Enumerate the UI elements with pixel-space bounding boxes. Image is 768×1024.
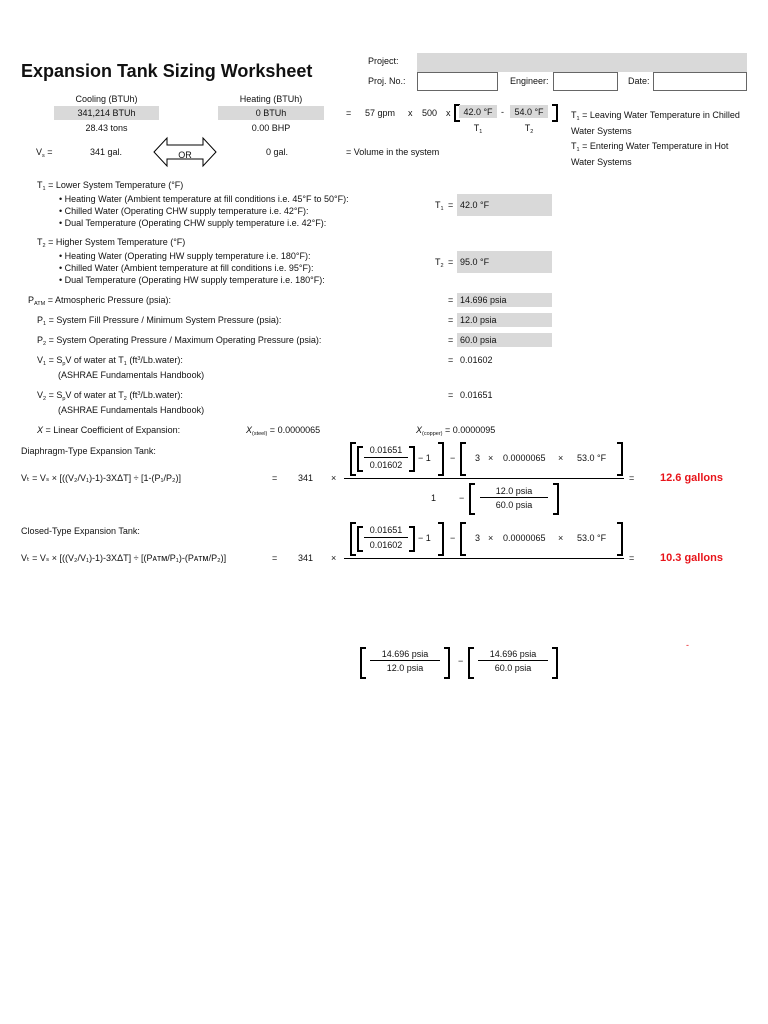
diaphragm-coef: 0.0000065 [503,453,546,463]
closed-den-patm: 14.696 psia [489,649,537,659]
closed-den-p1: 12.0 psia [386,663,424,673]
equals-sign: = [448,257,454,267]
closed-minus-one: − 1 [418,533,431,543]
steel-coef: $X_{(steel)} = 0.0000065$ [246,425,321,437]
equals-sign: = [448,200,454,210]
t1-item: • Chilled Water (Operating CHW supply temperature i.e. 42°F): [59,206,309,216]
closed-formula: Vₜ = Vₛ × [((V₂/V₁)-1)-3XΔT] ÷ [(Pᴀᴛᴍ/P₁)-(Pᴀᴛᴍ/P₂)] [21,553,227,563]
cooling-volume: 341 gal. [90,147,123,157]
equals-sign: = [629,553,635,563]
v1-label: $V_1 = S_pV$ of water at $T_1$ $(ft^3/Lb.water)$: [37,355,183,367]
closed-den-p2: 60.0 psia [494,663,532,673]
p2-label: $P_2$ = System Operating Pressure / Maximum Operating Pressure (psia): [37,335,322,347]
bracket-right [617,442,623,476]
bracket-right [438,522,444,556]
t2-item: • Chilled Water (Ambient temperature at fill conditions i.e. 95°F): [59,263,314,273]
closed-v1: 0.01602 [369,540,403,550]
bracket-right [444,647,450,679]
equals-sign: = [448,335,454,345]
heating-btuh-input[interactable]: 0 BTUh [255,108,287,118]
t1-note-hot: $T_1$ = Entering Water Temperature in Hot Water Systems [571,141,729,167]
diaphragm-v1: 0.01602 [369,460,403,470]
times-sign: × [488,453,494,463]
times-sign: × [558,453,564,463]
bracket-right [617,522,623,556]
copper-coef: $X_{(copper)} = 0.0000095$ [416,425,496,437]
minus-sign: − [450,533,456,543]
v2-reference: (ASHRAE Fundamentals Handbook) [58,405,205,415]
stray-mark: - [686,640,689,650]
t1-value-label: $T_1$ [435,200,444,212]
t2-label: $T_2$ = Higher System Temperature (°F) [37,237,186,249]
bracket-right [552,104,558,122]
bracket-left [468,647,474,679]
cooling-tons: 28.43 tons [85,123,128,133]
times-sign: × [488,533,494,543]
bracket-left [350,442,356,476]
bracket-right [553,483,559,515]
patm-label: $P_{ATM}$ = Atmospheric Pressure (psia): [28,295,172,307]
closed-den-patm: 14.696 psia [381,649,429,659]
t1-input[interactable]: 42.0 °F [463,107,493,117]
equals-sign: = [272,473,278,483]
diaphragm-delta-t: 53.0 °F [577,453,607,463]
equals-sign: = [448,315,454,325]
t1-item: • Dual Temperature (Operating CHW supply temperature i.e. 42°F): [59,218,327,228]
times-sign: x [446,108,451,118]
t1-symbol: $T_1$ [473,123,483,135]
constant-500: 500 [422,108,438,118]
diaphragm-heading: Diaphragm-Type Expansion Tank: [21,446,156,456]
equals-sign: = [448,295,454,305]
t2-item: • Heating Water (Operating HW supply temperature i.e. 180°F): [59,251,311,261]
engineer-label: Engineer: [510,76,549,86]
minus-sign: − [450,453,456,463]
v1-reference: (ASHRAE Fundamentals Handbook) [58,370,205,380]
cooling-header: Cooling (BTUh) [75,94,138,104]
equals-sign: = [272,553,278,563]
minus-sign: - [501,107,504,117]
p2-input[interactable]: 60.0 psia [460,335,497,345]
or-label: OR [178,150,192,160]
date-label: Date: [628,76,650,86]
closed-delta-t: 53.0 °F [577,533,607,543]
fraction-bar [344,478,624,479]
closed-coef: 0.0000065 [503,533,546,543]
bracket-left [469,483,475,515]
t2-value-input[interactable]: 95.0 °F [460,257,490,267]
closed-heading: Closed-Type Expansion Tank: [21,526,140,536]
equals-sign: = [448,355,454,365]
t1-item: • Heating Water (Ambient temperature at fill conditions i.e. 45°F to 50°F): [59,194,349,204]
p1-input[interactable]: 12.0 psia [460,315,497,325]
diaphragm-p2: 60.0 psia [495,500,533,510]
bracket-left [460,442,466,476]
bracket-right [552,647,558,679]
load-equals: = [346,108,352,118]
bracket-left [460,522,466,556]
project-input[interactable] [417,53,747,72]
diaphragm-one: 1 [431,493,437,503]
t2-value-label: $T_2$ [435,257,444,269]
bracket-right [409,446,415,472]
t1-note: $T_1$ = Leaving Water Temperature in Chilled Water Systems [571,110,740,136]
closed-result: 10.3 gallons [660,552,723,564]
engineer-input[interactable] [553,72,618,91]
vs-label: $V_s$ = [36,147,53,159]
date-input[interactable] [653,72,747,91]
times-sign: × [331,553,337,563]
diaphragm-three: 3 [475,453,481,463]
diaphragm-p1: 12.0 psia [495,486,533,496]
t1-label: $T_1$ = Lower System Temperature (°F) [37,180,184,192]
closed-vs: 341 [298,553,314,563]
heating-volume: 0 gal. [266,147,289,157]
bracket-right [438,442,444,476]
heating-header: Heating (BTUh) [239,94,303,104]
equals-sign: = [629,473,635,483]
equals-sign: = [448,390,454,400]
flow-gpm: 57 gpm [365,108,396,118]
times-sign: × [331,473,337,483]
t2-input[interactable]: 54.0 °F [514,107,544,117]
volume-description: = Volume in the system [346,147,440,157]
patm-input[interactable]: 14.696 psia [460,295,507,305]
diaphragm-result: 12.6 gallons [660,472,723,484]
v1-value: 0.01602 [460,355,493,365]
proj-no-input[interactable] [417,72,498,91]
times-sign: × [558,533,564,543]
diaphragm-vs: 341 [298,473,314,483]
cooling-btuh-input[interactable]: 341,214 BTUh [77,108,136,118]
diaphragm-formula: Vₜ = Vₛ × [((V₂/V₁)-1)-3XΔT] ÷ [1-(P₁/P₂)] [21,473,182,483]
p1-label: $P_1$ = System Fill Pressure / Minimum System Pressure (psia): [37,315,282,327]
minus-sign: − [458,656,464,666]
closed-three: 3 [475,533,481,543]
project-label: Project: [368,56,399,66]
fraction-bar [344,558,624,559]
v2-label: $V_2 = S_pV$ of water at $T_2$ $(ft^3/Lb.water)$: [37,390,183,402]
proj-no-label: Proj. No.: [368,76,406,86]
coef-label: X = Linear Coefficient of Expansion: [37,425,181,435]
v2-value: 0.01651 [460,390,493,400]
bracket-right [409,526,415,552]
diaphragm-minus-one: − 1 [418,453,431,463]
bracket-left [350,522,356,556]
t2-symbol: $T_2$ [524,123,534,135]
minus-sign: − [459,493,465,503]
times-sign: x [408,108,413,118]
heating-bhp: 0.00 BHP [251,123,291,133]
bracket-left [360,647,366,679]
page-title: Expansion Tank Sizing Worksheet [21,61,313,81]
closed-v2: 0.01651 [369,525,403,535]
t1-value-input[interactable]: 42.0 °F [460,200,490,210]
t2-item: • Dual Temperature (Operating HW supply temperature i.e. 180°F): [59,275,325,285]
diaphragm-v2: 0.01651 [369,445,403,455]
